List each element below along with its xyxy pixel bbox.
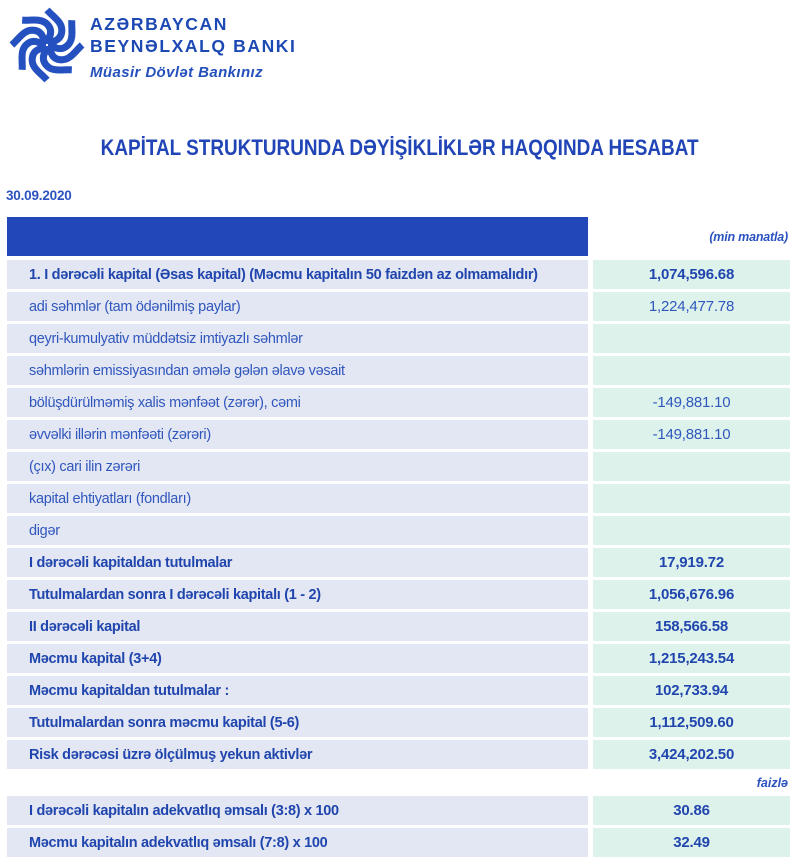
table-row bbox=[7, 612, 790, 641]
row-label: Tutulmalardan sonra məcmu kapital (5-6) bbox=[7, 708, 588, 737]
row-label: 1. I dərəcəli kapital (Əsas kapital) (Məcmu kapitalın 50 faizdən az olmamalıdır) bbox=[7, 260, 588, 289]
row-value: 1,074,596.68 bbox=[593, 260, 790, 289]
row-value: 1,215,243.54 bbox=[593, 644, 790, 673]
table-row bbox=[7, 420, 790, 449]
row-label: Məcmu kapitaldan tutulmalar : bbox=[7, 676, 588, 705]
report-title-text: KAPİTAL STRUKTURUNDA DƏYİŞİKLİKLƏR HAQQINDA HESABAT bbox=[101, 135, 699, 160]
report-date: 30.09.2020 bbox=[6, 188, 72, 203]
row-label: (çıx) cari ilin zərəri bbox=[7, 452, 588, 481]
table-row bbox=[7, 292, 790, 321]
row-label: Tutulmalardan sonra I dərəcəli kapitalı (1 - 2) bbox=[7, 580, 588, 609]
row-label: qeyri-kumulyativ müddətsiz imtiyazlı səhmlər bbox=[7, 324, 588, 353]
row-value: 17,919.72 bbox=[593, 548, 790, 577]
row-value: 3,424,202.50 bbox=[593, 740, 790, 769]
table-row bbox=[7, 356, 790, 385]
table-row bbox=[7, 484, 790, 513]
row-label: Məcmu kapitalın adekvatlıq əmsalı (7:8) x 100 bbox=[7, 828, 588, 857]
ratio-table-row bbox=[7, 796, 790, 825]
table-row bbox=[7, 676, 790, 705]
row-value bbox=[593, 484, 790, 513]
row-value: 1,056,676.96 bbox=[593, 580, 790, 609]
row-label: bölüşdürülməmiş xalis mənfəət (zərər), cəmi bbox=[7, 388, 588, 417]
report-title bbox=[0, 134, 800, 162]
row-label: I dərəcəli kapitalın adekvatlıq əmsalı (3:8) x 100 bbox=[7, 796, 588, 825]
row-value: -149,881.10 bbox=[593, 420, 790, 449]
row-label: Məcmu kapital (3+4) bbox=[7, 644, 588, 673]
bank-name-block bbox=[90, 13, 297, 81]
table-row bbox=[7, 388, 790, 417]
row-label: səhmlərin emissiyasından əmələ gələn əlavə vəsait bbox=[7, 356, 588, 385]
table-row bbox=[7, 516, 790, 545]
row-value: 1,224,477.78 bbox=[593, 292, 790, 321]
ratio-table-row bbox=[7, 828, 790, 857]
row-value: 102,733.94 bbox=[593, 676, 790, 705]
row-label: adi səhmlər (tam ödənilmiş paylar) bbox=[7, 292, 588, 321]
row-value: 158,566.58 bbox=[593, 612, 790, 641]
row-label: I dərəcəli kapitaldan tutulmalar bbox=[7, 548, 588, 577]
bank-slogan: Müasir Dövlət Bankınız bbox=[90, 64, 264, 81]
row-value: 1,112,509.60 bbox=[593, 708, 790, 737]
table-row bbox=[7, 260, 790, 289]
bank-name-line2: BEYNƏLXALQ BANKI bbox=[90, 36, 297, 56]
table-row bbox=[7, 452, 790, 481]
row-value: -149,881.10 bbox=[593, 388, 790, 417]
table-row bbox=[7, 580, 790, 609]
unit-note: (min manatla) bbox=[709, 229, 788, 244]
row-value bbox=[593, 452, 790, 481]
table-row bbox=[7, 324, 790, 353]
capital-structure-table bbox=[7, 217, 790, 857]
row-value: 32.49 bbox=[593, 828, 790, 857]
row-value bbox=[593, 356, 790, 385]
row-value bbox=[593, 516, 790, 545]
table-header-bar bbox=[7, 217, 588, 256]
row-label: kapital ehtiyatları (fondları) bbox=[7, 484, 588, 513]
table-row bbox=[7, 548, 790, 577]
row-label: əvvəlki illərin mənfəəti (zərəri) bbox=[7, 420, 588, 449]
table-row bbox=[7, 708, 790, 737]
bank-knot-star-icon bbox=[8, 3, 86, 87]
table-row bbox=[7, 740, 790, 769]
bank-name-line1: AZƏRBAYCAN bbox=[90, 14, 228, 34]
row-label: II dərəcəli kapital bbox=[7, 612, 588, 641]
bank-header bbox=[0, 0, 800, 100]
table-row bbox=[7, 644, 790, 673]
table-header-row bbox=[7, 217, 790, 256]
row-label: digər bbox=[7, 516, 588, 545]
row-value bbox=[593, 324, 790, 353]
percent-note: faizlə bbox=[756, 776, 788, 790]
row-value: 30.86 bbox=[593, 796, 790, 825]
row-label: Risk dərəcəsi üzrə ölçülmuş yekun aktivlər bbox=[7, 740, 588, 769]
